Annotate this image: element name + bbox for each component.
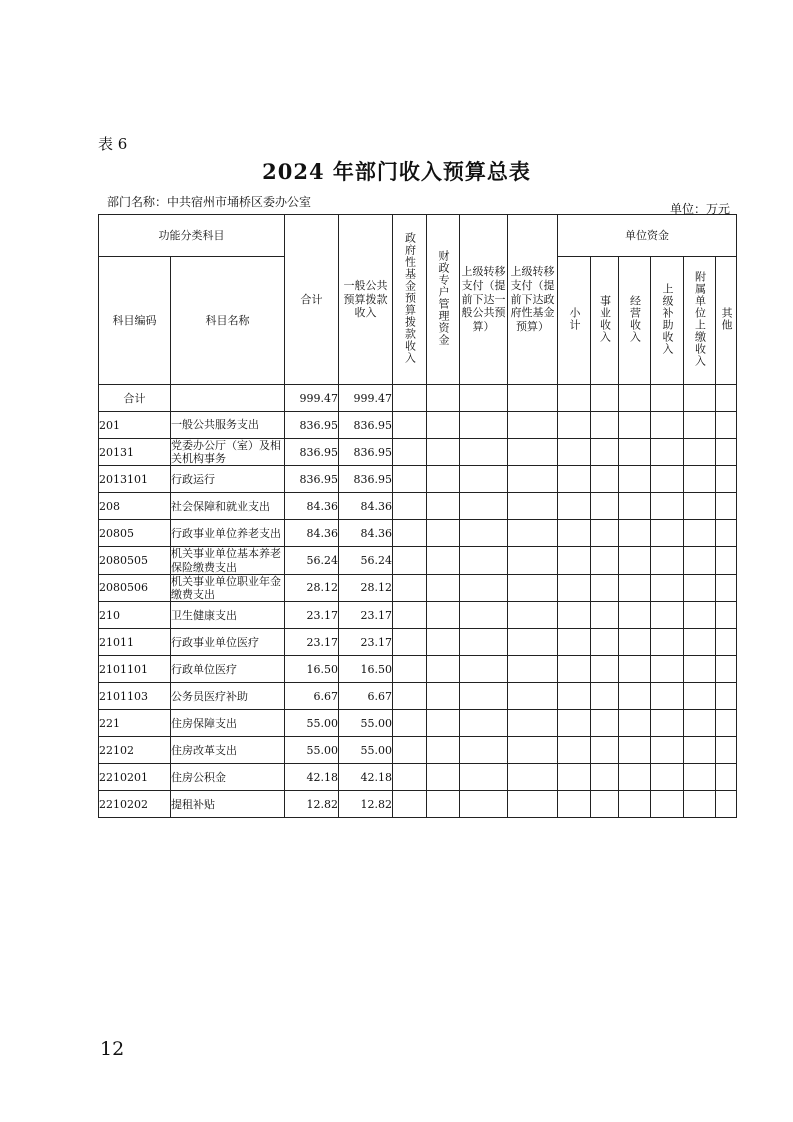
empty-cell xyxy=(460,710,508,737)
general-budget-cell: 84.36 xyxy=(339,493,393,520)
empty-cell xyxy=(460,737,508,764)
total-cell: 84.36 xyxy=(285,520,339,547)
empty-cell xyxy=(427,629,460,656)
code-cell: 201 xyxy=(99,412,171,439)
header-business-income xyxy=(591,257,619,385)
table-row xyxy=(99,791,737,818)
code-cell: 合计 xyxy=(99,385,171,412)
header-affiliated-income-label: 附属单位上缴收入 xyxy=(693,270,707,367)
empty-cell xyxy=(558,520,591,547)
empty-cell xyxy=(619,710,651,737)
empty-cell xyxy=(684,602,716,629)
empty-cell xyxy=(558,737,591,764)
header-operating-income xyxy=(619,257,651,385)
empty-cell xyxy=(591,520,619,547)
empty-cell xyxy=(393,602,427,629)
table-row xyxy=(99,547,737,574)
empty-cell xyxy=(427,791,460,818)
empty-cell xyxy=(460,493,508,520)
empty-cell xyxy=(716,574,737,601)
code-cell: 2080506 xyxy=(99,574,171,601)
header-superior-subsidy xyxy=(651,257,684,385)
empty-cell xyxy=(558,574,591,601)
empty-cell xyxy=(393,412,427,439)
empty-cell xyxy=(591,737,619,764)
empty-cell xyxy=(619,791,651,818)
code-cell: 2210202 xyxy=(99,791,171,818)
header-other-label: 其他 xyxy=(720,306,734,331)
department-name: 部门名称：中共宿州市埇桥区委办公室 xyxy=(107,195,312,209)
empty-cell xyxy=(427,466,460,493)
empty-cell xyxy=(684,439,716,466)
empty-cell xyxy=(591,710,619,737)
name-cell: 行政事业单位医疗 xyxy=(171,629,285,656)
name-cell: 党委办公厅（室）及相关机构事务 xyxy=(171,439,285,466)
empty-cell xyxy=(651,412,684,439)
empty-cell xyxy=(427,710,460,737)
empty-cell xyxy=(716,629,737,656)
table-row xyxy=(99,656,737,683)
empty-cell xyxy=(716,791,737,818)
empty-cell xyxy=(591,602,619,629)
empty-cell xyxy=(619,629,651,656)
header-other xyxy=(716,257,737,385)
empty-cell xyxy=(558,683,591,710)
empty-cell xyxy=(460,520,508,547)
empty-cell xyxy=(427,520,460,547)
header-affiliated-income xyxy=(684,257,716,385)
empty-cell xyxy=(619,466,651,493)
empty-cell xyxy=(460,602,508,629)
empty-cell xyxy=(508,385,558,412)
empty-cell xyxy=(460,574,508,601)
header-subtotal xyxy=(558,257,591,385)
empty-cell xyxy=(684,791,716,818)
name-cell: 行政运行 xyxy=(171,466,285,493)
empty-cell xyxy=(558,656,591,683)
empty-cell xyxy=(619,520,651,547)
empty-cell xyxy=(651,547,684,574)
empty-cell xyxy=(558,493,591,520)
empty-cell xyxy=(716,547,737,574)
header-special-fund xyxy=(427,215,460,385)
empty-cell xyxy=(716,493,737,520)
empty-cell xyxy=(427,683,460,710)
empty-cell xyxy=(591,764,619,791)
empty-cell xyxy=(558,412,591,439)
empty-cell xyxy=(427,439,460,466)
empty-cell xyxy=(591,412,619,439)
empty-cell xyxy=(591,493,619,520)
name-cell: 提租补贴 xyxy=(171,791,285,818)
general-budget-cell: 836.95 xyxy=(339,439,393,466)
empty-cell xyxy=(619,493,651,520)
empty-cell xyxy=(508,656,558,683)
table-row xyxy=(99,574,737,601)
header-gov-fund-label: 政府性基金预算拨款收入 xyxy=(403,231,417,364)
empty-cell xyxy=(684,520,716,547)
empty-cell xyxy=(619,656,651,683)
empty-cell xyxy=(427,385,460,412)
empty-cell xyxy=(651,764,684,791)
total-cell: 55.00 xyxy=(285,737,339,764)
header-special-fund-label: 财政专户管理资金 xyxy=(437,249,451,346)
name-cell: 行政事业单位养老支出 xyxy=(171,520,285,547)
table-row xyxy=(99,493,737,520)
general-budget-cell: 836.95 xyxy=(339,412,393,439)
empty-cell xyxy=(716,385,737,412)
name-cell: 住房改革支出 xyxy=(171,737,285,764)
empty-cell xyxy=(393,547,427,574)
empty-cell xyxy=(460,791,508,818)
general-budget-cell: 84.36 xyxy=(339,520,393,547)
empty-cell xyxy=(460,385,508,412)
header-operating-income-label: 经营收入 xyxy=(628,294,642,343)
name-cell: 社会保障和就业支出 xyxy=(171,493,285,520)
total-cell: 836.95 xyxy=(285,439,339,466)
empty-cell xyxy=(651,629,684,656)
empty-cell xyxy=(427,602,460,629)
empty-cell xyxy=(651,737,684,764)
empty-cell xyxy=(460,683,508,710)
empty-cell xyxy=(591,683,619,710)
name-cell xyxy=(171,385,285,412)
empty-cell xyxy=(591,629,619,656)
code-cell: 208 xyxy=(99,493,171,520)
empty-cell xyxy=(684,683,716,710)
empty-cell xyxy=(651,683,684,710)
empty-cell xyxy=(508,466,558,493)
empty-cell xyxy=(427,493,460,520)
table-row xyxy=(99,520,737,547)
code-cell: 20131 xyxy=(99,439,171,466)
name-cell: 住房公积金 xyxy=(171,764,285,791)
empty-cell xyxy=(651,602,684,629)
table-row xyxy=(99,683,737,710)
empty-cell xyxy=(651,466,684,493)
empty-cell xyxy=(716,656,737,683)
total-cell: 42.18 xyxy=(285,764,339,791)
empty-cell xyxy=(427,574,460,601)
empty-cell xyxy=(684,656,716,683)
empty-cell xyxy=(619,574,651,601)
total-cell: 23.17 xyxy=(285,602,339,629)
empty-cell xyxy=(460,412,508,439)
header-transfer-gov-fund-label: 上级转移支付（提前下达政府性基金预算） xyxy=(510,265,555,334)
empty-cell xyxy=(558,629,591,656)
header-general-budget xyxy=(339,215,393,385)
empty-cell xyxy=(684,493,716,520)
general-budget-cell: 42.18 xyxy=(339,764,393,791)
table-row xyxy=(99,629,737,656)
empty-cell xyxy=(393,656,427,683)
table-row xyxy=(99,737,737,764)
empty-cell xyxy=(591,656,619,683)
empty-cell xyxy=(393,710,427,737)
empty-cell xyxy=(427,547,460,574)
header-code: 科目编码 xyxy=(99,257,171,385)
empty-cell xyxy=(460,656,508,683)
table-row xyxy=(99,385,737,412)
code-cell: 2013101 xyxy=(99,466,171,493)
empty-cell xyxy=(651,574,684,601)
empty-cell xyxy=(619,547,651,574)
empty-cell xyxy=(651,656,684,683)
code-cell: 20805 xyxy=(99,520,171,547)
empty-cell xyxy=(558,764,591,791)
general-budget-cell: 6.67 xyxy=(339,683,393,710)
empty-cell xyxy=(684,412,716,439)
general-budget-cell: 55.00 xyxy=(339,737,393,764)
empty-cell xyxy=(508,710,558,737)
page-number: 12 xyxy=(100,1038,125,1060)
empty-cell xyxy=(716,439,737,466)
empty-cell xyxy=(393,466,427,493)
empty-cell xyxy=(716,764,737,791)
empty-cell xyxy=(684,574,716,601)
empty-cell xyxy=(558,710,591,737)
empty-cell xyxy=(684,737,716,764)
empty-cell xyxy=(460,764,508,791)
header-general-budget-label: 一般公共预算拨款收入 xyxy=(343,278,388,320)
header-superior-subsidy-label: 上级补助收入 xyxy=(661,282,675,355)
header-func-class: 功能分类科目 xyxy=(99,215,285,257)
empty-cell xyxy=(591,791,619,818)
empty-cell xyxy=(716,602,737,629)
total-cell: 836.95 xyxy=(285,466,339,493)
empty-cell xyxy=(684,710,716,737)
table-row xyxy=(99,602,737,629)
empty-cell xyxy=(716,737,737,764)
header-name: 科目名称 xyxy=(171,257,285,385)
empty-cell xyxy=(651,385,684,412)
empty-cell xyxy=(651,493,684,520)
empty-cell xyxy=(508,520,558,547)
general-budget-cell: 23.17 xyxy=(339,629,393,656)
budget-table xyxy=(98,214,737,818)
header-unit-funds: 单位资金 xyxy=(558,215,737,257)
empty-cell xyxy=(651,710,684,737)
empty-cell xyxy=(651,520,684,547)
general-budget-cell: 836.95 xyxy=(339,466,393,493)
name-cell: 卫生健康支出 xyxy=(171,602,285,629)
empty-cell xyxy=(393,574,427,601)
total-cell: 16.50 xyxy=(285,656,339,683)
name-cell: 机关事业单位职业年金缴费支出 xyxy=(171,574,285,601)
name-cell: 机关事业单位基本养老保险缴费支出 xyxy=(171,547,285,574)
general-budget-cell: 999.47 xyxy=(339,385,393,412)
code-cell: 2101101 xyxy=(99,656,171,683)
name-cell: 公务员医疗补助 xyxy=(171,683,285,710)
empty-cell xyxy=(393,764,427,791)
name-cell: 住房保障支出 xyxy=(171,710,285,737)
empty-cell xyxy=(716,683,737,710)
empty-cell xyxy=(684,629,716,656)
empty-cell xyxy=(558,466,591,493)
empty-cell xyxy=(508,629,558,656)
code-cell: 2080505 xyxy=(99,547,171,574)
empty-cell xyxy=(427,737,460,764)
empty-cell xyxy=(508,737,558,764)
header-total-label: 合计 xyxy=(300,292,323,306)
general-budget-cell: 28.12 xyxy=(339,574,393,601)
empty-cell xyxy=(591,547,619,574)
header-transfer-gov-fund xyxy=(508,215,558,385)
table-row xyxy=(99,710,737,737)
table-row xyxy=(99,439,737,466)
empty-cell xyxy=(508,439,558,466)
general-budget-cell: 23.17 xyxy=(339,602,393,629)
general-budget-cell: 16.50 xyxy=(339,656,393,683)
empty-cell xyxy=(619,602,651,629)
empty-cell xyxy=(460,439,508,466)
empty-cell xyxy=(393,791,427,818)
empty-cell xyxy=(508,493,558,520)
general-budget-cell: 12.82 xyxy=(339,791,393,818)
empty-cell xyxy=(460,547,508,574)
empty-cell xyxy=(508,574,558,601)
empty-cell xyxy=(460,629,508,656)
empty-cell xyxy=(619,385,651,412)
header-business-income-label: 事业收入 xyxy=(598,294,612,343)
empty-cell xyxy=(716,710,737,737)
header-subtotal-label: 小计 xyxy=(568,306,582,331)
empty-cell xyxy=(558,547,591,574)
empty-cell xyxy=(558,385,591,412)
code-cell: 2101103 xyxy=(99,683,171,710)
empty-cell xyxy=(619,412,651,439)
general-budget-cell: 56.24 xyxy=(339,547,393,574)
empty-cell xyxy=(716,412,737,439)
empty-cell xyxy=(619,439,651,466)
total-cell: 28.12 xyxy=(285,574,339,601)
empty-cell xyxy=(427,764,460,791)
total-cell: 836.95 xyxy=(285,412,339,439)
empty-cell xyxy=(591,466,619,493)
empty-cell xyxy=(619,737,651,764)
page-title: 2024 年部门收入预算总表 xyxy=(262,159,531,184)
total-cell: 56.24 xyxy=(285,547,339,574)
general-budget-cell: 55.00 xyxy=(339,710,393,737)
empty-cell xyxy=(393,439,427,466)
empty-cell xyxy=(427,412,460,439)
empty-cell xyxy=(619,683,651,710)
code-cell: 221 xyxy=(99,710,171,737)
total-cell: 23.17 xyxy=(285,629,339,656)
empty-cell xyxy=(558,791,591,818)
header-gov-fund xyxy=(393,215,427,385)
unit-label: 单位：万元 xyxy=(669,202,730,216)
code-cell: 21011 xyxy=(99,629,171,656)
empty-cell xyxy=(619,764,651,791)
empty-cell xyxy=(684,547,716,574)
empty-cell xyxy=(393,520,427,547)
table-row xyxy=(99,466,737,493)
empty-cell xyxy=(508,791,558,818)
empty-cell xyxy=(393,737,427,764)
empty-cell xyxy=(508,602,558,629)
table-row xyxy=(99,764,737,791)
empty-cell xyxy=(651,791,684,818)
total-cell: 6.67 xyxy=(285,683,339,710)
total-cell: 12.82 xyxy=(285,791,339,818)
total-cell: 999.47 xyxy=(285,385,339,412)
empty-cell xyxy=(684,764,716,791)
empty-cell xyxy=(716,466,737,493)
empty-cell xyxy=(508,764,558,791)
empty-cell xyxy=(393,629,427,656)
empty-cell xyxy=(558,439,591,466)
empty-cell xyxy=(508,683,558,710)
empty-cell xyxy=(651,439,684,466)
header-total xyxy=(285,215,339,385)
header-transfer-general-label: 上级转移支付（提前下达一般公共预算） xyxy=(461,265,506,334)
table-label: 表 6 xyxy=(98,135,128,153)
budget-table-body xyxy=(99,385,737,818)
empty-cell xyxy=(393,683,427,710)
empty-cell xyxy=(427,656,460,683)
total-cell: 84.36 xyxy=(285,493,339,520)
code-cell: 210 xyxy=(99,602,171,629)
empty-cell xyxy=(460,466,508,493)
empty-cell xyxy=(393,385,427,412)
empty-cell xyxy=(591,574,619,601)
table-row xyxy=(99,412,737,439)
empty-cell xyxy=(508,547,558,574)
empty-cell xyxy=(684,466,716,493)
empty-cell xyxy=(716,520,737,547)
empty-cell xyxy=(684,385,716,412)
empty-cell xyxy=(393,493,427,520)
empty-cell xyxy=(591,385,619,412)
empty-cell xyxy=(591,439,619,466)
header-transfer-general xyxy=(460,215,508,385)
empty-cell xyxy=(558,602,591,629)
empty-cell xyxy=(508,412,558,439)
name-cell: 行政单位医疗 xyxy=(171,656,285,683)
code-cell: 2210201 xyxy=(99,764,171,791)
total-cell: 55.00 xyxy=(285,710,339,737)
code-cell: 22102 xyxy=(99,737,171,764)
name-cell: 一般公共服务支出 xyxy=(171,412,285,439)
